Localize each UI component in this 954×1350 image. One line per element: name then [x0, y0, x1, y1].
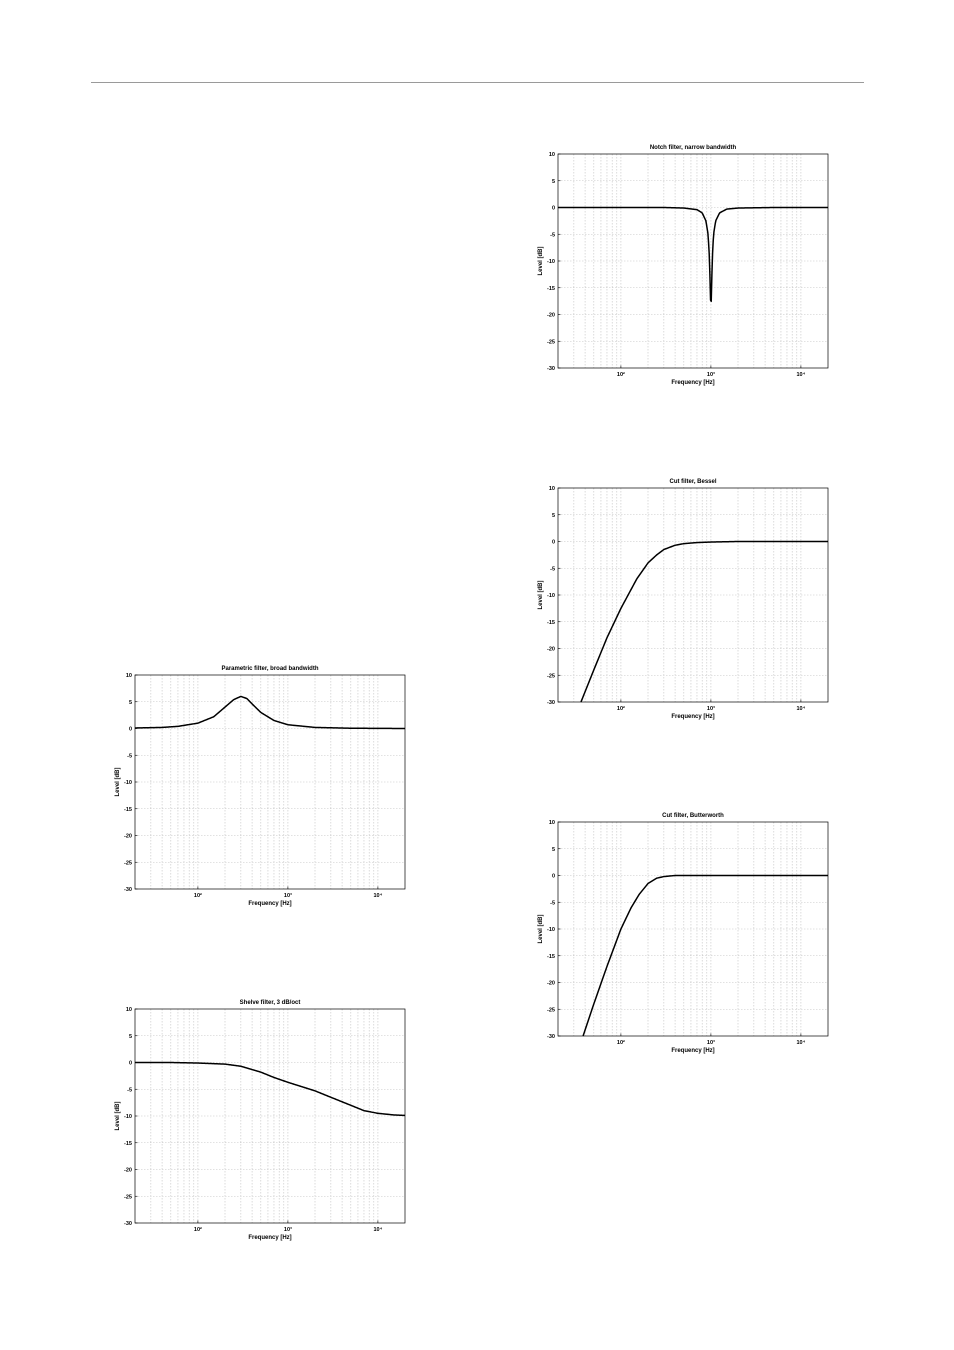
y-tick-label: -15 [547, 953, 555, 960]
y-tick-label: 5 [128, 699, 132, 706]
y-tick-label: 5 [551, 846, 555, 853]
y-tick-label: -15 [547, 619, 555, 626]
y-tick-label: 10 [548, 152, 555, 158]
y-tick-label: -10 [547, 259, 555, 265]
chart-title: Parametric filter, broad bandwidth [221, 666, 319, 672]
y-tick-label: -25 [547, 1007, 555, 1014]
x-tick-label: 10⁴ [373, 1227, 383, 1233]
chart-title: Cut filter, Butterworth [662, 813, 724, 819]
y-tick-label: -30 [547, 1034, 555, 1040]
y-tick-label: -5 [127, 1087, 132, 1094]
y-tick-label: -10 [124, 780, 132, 786]
y-axis-label: Level [dB] [115, 767, 121, 797]
shelve-filter-chart [107, 995, 437, 1257]
y-tick-label: -30 [547, 700, 555, 706]
x-tick-label: 10³ [706, 1040, 715, 1046]
y-tick-label: -20 [547, 646, 555, 653]
y-tick-label: -30 [124, 887, 132, 893]
y-tick-label: -25 [547, 339, 555, 346]
chart-title: Shelve filter, 3 dB/oct [239, 1000, 301, 1006]
y-tick-label: -25 [124, 1194, 132, 1201]
y-axis-label: Level [dB] [115, 1101, 121, 1131]
y-tick-label: 0 [128, 1060, 132, 1067]
chart-svg-parametric [107, 661, 437, 923]
y-tick-label: -20 [124, 1167, 132, 1174]
y-tick-label: 0 [128, 726, 132, 733]
x-axis-label: Frequency [Hz] [671, 380, 715, 386]
parametric-filter-chart [107, 661, 437, 923]
x-tick-label: 10² [616, 1040, 625, 1046]
x-tick-label: 10² [193, 1227, 202, 1233]
y-tick-label: 5 [128, 1033, 132, 1040]
y-axis-label: Level [dB] [538, 580, 544, 610]
y-tick-label: -30 [547, 366, 555, 372]
y-tick-label: 5 [551, 178, 555, 185]
x-axis-label: Frequency [Hz] [671, 1048, 715, 1054]
x-tick-label: 10⁴ [796, 372, 806, 378]
page-top-rule [91, 82, 864, 83]
y-tick-label: -15 [124, 1140, 132, 1147]
x-tick-label: 10² [616, 372, 625, 378]
y-tick-label: -5 [550, 566, 555, 573]
y-tick-label: 0 [551, 873, 555, 880]
x-tick-label: 10³ [283, 1227, 292, 1233]
chart-title: Notch filter, narrow bandwidth [649, 145, 737, 151]
x-tick-label: 10⁴ [796, 706, 806, 712]
y-axis-label: Level [dB] [538, 246, 544, 276]
y-tick-label: 0 [551, 539, 555, 546]
y-tick-label: -5 [550, 900, 555, 907]
x-tick-label: 10² [616, 706, 625, 712]
y-tick-label: -25 [547, 673, 555, 680]
x-tick-label: 10³ [706, 372, 715, 378]
x-axis-label: Frequency [Hz] [248, 1235, 292, 1241]
y-tick-label: -20 [547, 980, 555, 987]
y-axis-label: Level [dB] [538, 914, 544, 944]
x-tick-label: 10² [193, 893, 202, 899]
y-tick-label: -5 [550, 232, 555, 239]
y-tick-label: -10 [547, 593, 555, 599]
y-tick-label: -10 [124, 1114, 132, 1120]
x-tick-label: 10³ [706, 706, 715, 712]
x-axis-label: Frequency [Hz] [671, 714, 715, 720]
y-tick-label: -5 [127, 753, 132, 760]
y-tick-label: -20 [547, 312, 555, 319]
chart-title: Cut filter, Bessel [669, 479, 717, 485]
chart-svg-bessel [530, 474, 860, 736]
y-tick-label: 5 [551, 512, 555, 519]
x-tick-label: 10⁴ [373, 893, 383, 899]
y-tick-label: 10 [125, 673, 132, 679]
y-tick-label: 10 [125, 1007, 132, 1013]
butterworth-cut-filter-chart [530, 808, 860, 1070]
y-tick-label: 0 [551, 205, 555, 212]
notch-filter-chart [530, 140, 860, 402]
y-tick-label: -15 [547, 285, 555, 292]
x-axis-label: Frequency [Hz] [248, 901, 292, 907]
chart-svg-butterworth [530, 808, 860, 1070]
x-tick-label: 10⁴ [796, 1040, 806, 1046]
y-tick-label: -15 [124, 806, 132, 813]
y-tick-label: -30 [124, 1221, 132, 1227]
bessel-cut-filter-chart [530, 474, 860, 736]
y-tick-label: -10 [547, 927, 555, 933]
y-tick-label: 10 [548, 486, 555, 492]
y-tick-label: -25 [124, 860, 132, 867]
y-tick-label: 10 [548, 820, 555, 826]
x-tick-label: 10³ [283, 893, 292, 899]
y-tick-label: -20 [124, 833, 132, 840]
chart-svg-notch [530, 140, 860, 402]
chart-svg-shelve [107, 995, 437, 1257]
